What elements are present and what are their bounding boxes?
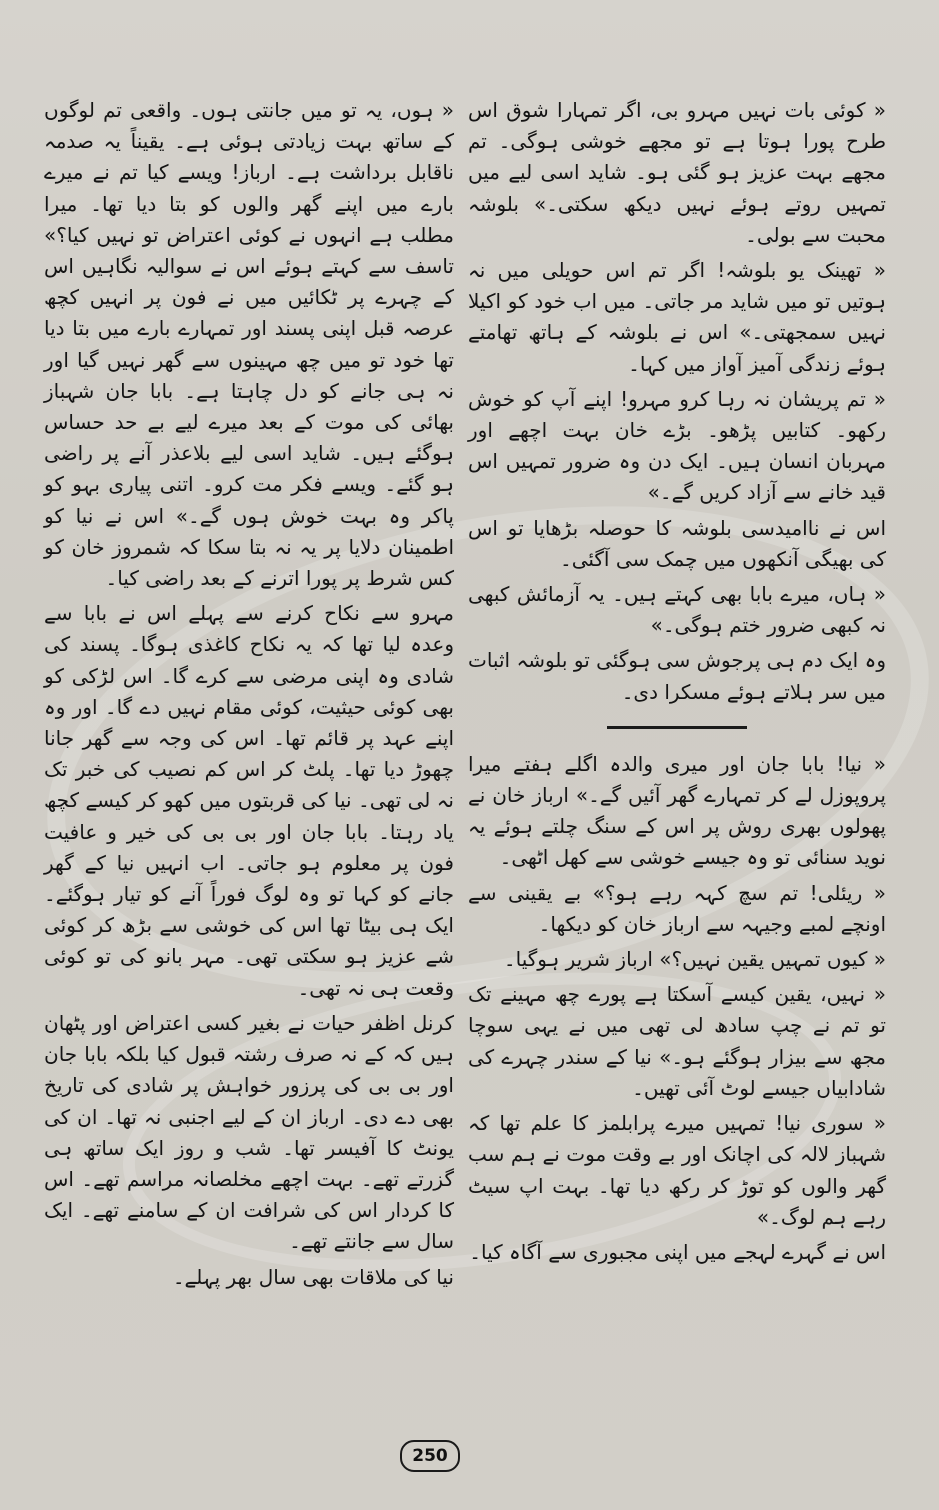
paragraph: « ہوں، یہ تو میں جانتی ہوں۔ واقعی تم لوگوں کے ساتھ بہت زیادتی ہوئی ہے۔ یقیناً یہ صدمہ ناقابل برداشت ہے۔ ارباز! ویسے کیا تم نے میرے بارے میں اپنے گھر والوں کو بتا دیا تھا۔ میرا مطلب ہے انہوں نے کوئی اعتراض تو نہیں کیا؟» تاسف سے کہتے ہوئے اس نے سوالیہ نگاہیں اس کے چہرے پر ٹکائیں میں نے فون پر انہیں کچھ عرصہ قبل اپنی پسند اور تمہارے بارے میں بتا دیا تھا خود تو میں چھ مہینوں سے گھر نہیں گیا اور نہ ہی جانے کو دل چاہتا ہے۔ بابا جان شہباز بھائی کی موت کے بعد میرے لیے بے حد حساس ہوگئے ہیں۔ شاید اسی لیے بلاعذر آنے پر راضی ہو گئے۔ ویسے فکر مت کرو۔ اتنی پیاری بہو کو پاکر وہ بہت خوش ہوں گے۔» اس نے نیا کو اطمینان دلایا پر یہ نہ بتا سکا کہ شمروز خان کو کس شرط پر پورا اترنے کے بعد راضی کیا۔ [44,98,454,591]
paragraph: « تم پریشان نہ رہا کرو مہرو! اپنے آپ کو خوش رکھو۔ کتابیں پڑھو۔ بڑے خان بہت اچھے اور مہربان انسان ہیں۔ ایک دن وہ ضرور تمہیں اس قید خانے سے آزاد کریں گے۔» [468,386,886,505]
paragraph: اس نے ناامیدسی بلوشہ کا حوصلہ بڑھایا تو اس کی بھیگی آنکھوں میں چمک سی آگئی۔ [468,515,886,571]
paragraph: « ہاں، میرے بابا بھی کہتے ہیں۔ یہ آزمائش کبھی نہ کبھی ضرور ختم ہوگی۔» [468,582,886,638]
paragraph: « ریئلی! تم سچ کہہ رہے ہو؟» بے یقینی سے اونچے لمبے وجیہہ سے ارباز خان کو دیکھا۔ [468,880,886,936]
paragraph: « نیا! بابا جان اور میری والدہ اگلے ہفتے میرا پروپوزل لے کر تمہارے گھر آئیں گے۔» ارباز خان نے پھولوں بھری روش پر اس کے سنگ چلتے ہوئے یہ نوید سنائی تو وہ جیسے خوشی سے کھل اٹھی۔ [468,751,886,870]
paragraph: « تھینک یو بلوشہ! اگر تم اس حویلی میں نہ ہوتیں تو میں شاید مر جاتی۔ میں اب خود کو اکیلا نہیں سمجھتی۔» اس نے بلوشہ کے ہاتھ تھامتے ہوئے زندگی آمیز آواز میں کہا۔ [468,258,886,376]
paragraph: کرنل اظفر حیات نے بغیر کسی اعتراض اور پٹھان ہیں کہ کے نہ صرف رشتہ قبول کیا بلکہ بابا جان اور بی بی کی پرزور خواہش پر شادی کی تاریخ بھی دے دی۔ ارباز ان کے لیے اجنبی نہ تھا۔ ان کی یونٹ کا آفیسر تھا۔ شب و روز ایک ساتھ ہی گزرتے تھے۔ بہت اچھے مخلصانہ مراسم تھے۔ اس کا کردار اس کی شرافت ان کے سامنے تھے۔ ایک سال سے جانتے تھے۔ [44,1010,454,1254]
paragraph: نیا کی ملاقات بھی سال بھر پہلے۔ [172,1264,454,1289]
page-number: 250 [400,1440,460,1472]
left-text-column [44,95,454,1297]
paragraph: « نہیں، یقین کیسے آسکتا ہے پورے چھ مہینے تک تو تم نے چپ سادھ لی تھی میں نے یہی سوچا مجھ سے بیزار ہوگئے ہو۔» نیا کے سندر چہرے کی شادابیاں جیسے لوٹ آئی تھیں۔ [468,982,886,1100]
paragraph: « کوئی بات نہیں مہرو بی، اگر تمہارا شوق اس طرح پورا ہوتا ہے تو مجھے خوشی ہوگی۔ تم مجھے بہت عزیز ہو گئی ہو۔ شاید اسی لیے میں تمہیں روتے ہوئے نہیں دیکھ سکتی۔» بلوشہ محبت سے بولی۔ [468,98,886,247]
paragraph: مہرو سے نکاح کرنے سے پہلے اس نے بابا سے وعدہ لیا تھا کہ یہ نکاح کاغذی ہوگا۔ پسند کی شادی وہ اپنی مرضی سے کرے گا۔ اس لڑکی کو بھی کوئی حیثیت، کوئی مقام نہیں دے گا۔ اور وہ اپنے عہد پر قائم تھا۔ اس کی وجہ سے گھر جانا چھوڑ دیا تھا۔ پلٹ کر اس کم نصیب کی خبر تک نہ لی تھی۔ نیا کی قربتوں میں کھو کر کیسے کچھ یاد رہتا۔ بابا جان اور بی بی کی خیر و عافیت فون پر معلوم ہو جاتی۔ اب انہیں نیا کے گھر جانے کو کہا تو وہ لوگ فوراً آنے کو تیار ہوگئے۔ ایک ہی بیٹا تھا اس کی خوشی سے بڑھ کر کوئی شے عزیز ہو سکتی تھی۔ مہر بانو کی تو کوئی وقعت ہی نہ تھی۔ [44,601,454,1000]
paragraph: « کیوں تمہیں یقین نہیں؟» ارباز شریر ہوگیا۔ [503,947,886,972]
paragraph: « سوری نیا! تمہیں میرے پرابلمز کا علم تھا کہ شہباز لالہ کی اچانک اور بے وقت موت نے ہم سب گھر والوں کو توڑ کر رکھ دیا تھا۔ بہت اپ سیٹ رہے ہم لوگ۔» [468,1111,886,1229]
paragraph: وہ ایک دم ہی پرجوش سی ہوگئی تو بلوشہ اثبات میں سر ہلاتے ہوئے مسکرا دی۔ [468,648,886,704]
paragraph: اس نے گہرے لہجے میں اپنی مجبوری سے آگاہ کیا۔ [469,1239,886,1264]
section-divider [607,726,747,729]
right-text-column [468,95,886,1272]
